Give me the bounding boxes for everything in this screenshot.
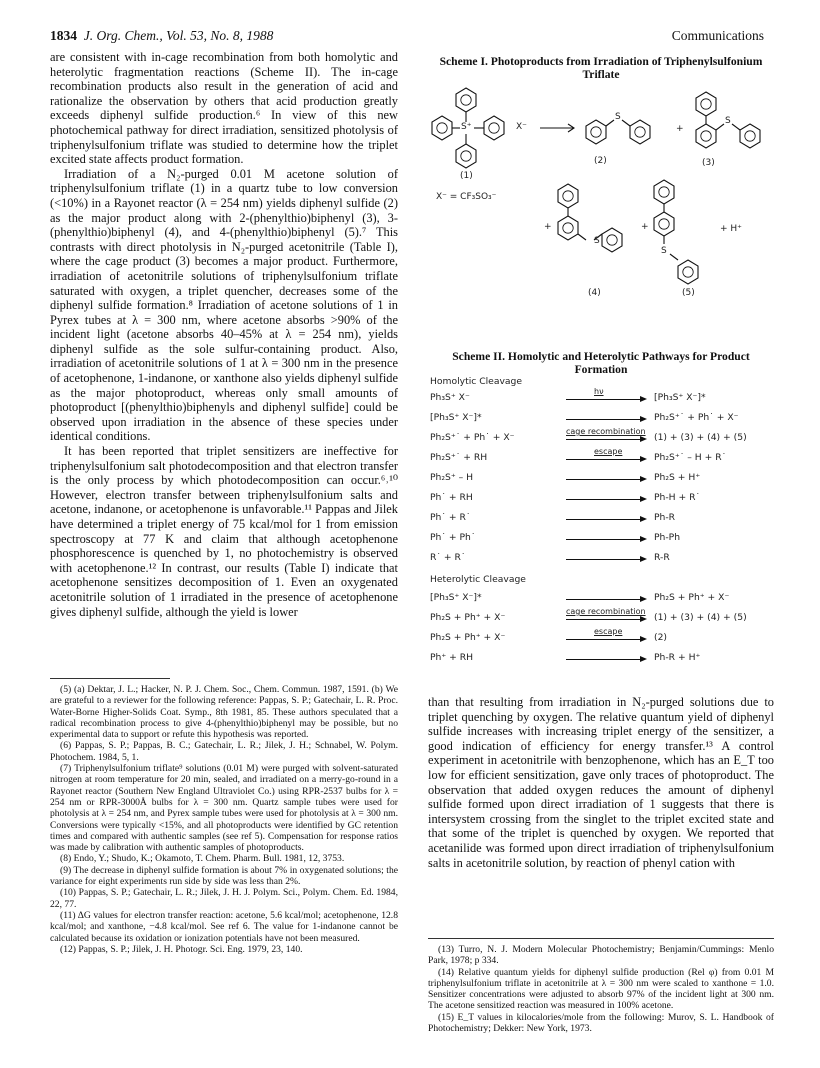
product: Ph₂S⁺˙ – H + R˙ bbox=[654, 452, 727, 463]
footnote: (7) Triphenylsulfonium triflate⁹ solutions (0.01 M) were purged with solvent-saturated nitrogen at room temperature for 20 min, sealed, and irradiated on a merry-go-round in a Rayonet reactor (Southern New England Ultraviolet Co.) using RPR-2537 bulbs for λ = 254 nm or RPR-3000Å bulbs for λ = 300 nm. Quartz sample tubes were used for photolysis at λ = 254 nm, and Pyrex sample tubes were used for photolysis at λ = 300 nm. Conversions were typically <15%, and all photoproducts were identified by GC retention times and compared with authentic samples (see ref 5). Compensation for response ratios was made by calibration with authentic samples of photoproducts. bbox=[50, 763, 398, 854]
reaction-arrow bbox=[566, 639, 642, 640]
paragraph: are consistent with in-cage recombination from both homolytic and heterolytic fragmentation reactions (Scheme II). The in-cage recombination products also result in the generation of acid and rationalize the observation by others that acid production greatly exceeds diphenyl sulfide production.⁶ In view of this new photochemical pathway for direct irradiation, sensitized photolysis of triphenylsulfonium triflate was studied to determine how the triplet excited state affects product formation. bbox=[50, 50, 398, 167]
phenyl-ring bbox=[456, 88, 476, 112]
proton-label: + H⁺ bbox=[720, 224, 742, 234]
phenyl-ring bbox=[484, 116, 504, 140]
arrow-head bbox=[640, 396, 647, 402]
left-column-text bbox=[50, 50, 398, 619]
arrow-head bbox=[640, 536, 647, 542]
arrow-head bbox=[640, 496, 647, 502]
reaction-arrow bbox=[566, 479, 642, 480]
arrow-head bbox=[640, 416, 647, 422]
arrow-head bbox=[640, 616, 647, 622]
reactant: Ph˙ + Ph˙ bbox=[430, 532, 476, 543]
reaction-arrow bbox=[566, 539, 642, 540]
footnote: (15) E_T values in kilocalories/mole from the following: Murov, S. L. Handbook of Photochemistry; Dekker: New York, 1973. bbox=[428, 1011, 774, 1035]
reactant: Ph₂S + Ph⁺ + X⁻ bbox=[430, 632, 506, 643]
footnote-rule bbox=[50, 678, 170, 679]
page-number: 1834 bbox=[50, 28, 77, 43]
product: R-R bbox=[654, 552, 670, 563]
phenyl-ring bbox=[654, 212, 674, 236]
phenyl-ring bbox=[456, 144, 476, 168]
footnote: (10) Pappas, S. P.; Gatechair, L. R.; Jilek, J. H. J. Polym. Sci., Polym. Chem. Ed. 1984, 22, 77. bbox=[50, 887, 398, 910]
reactant: Ph₂S + Ph⁺ + X⁻ bbox=[430, 612, 506, 623]
reactant: Ph₂S⁺˙ + RH bbox=[430, 452, 488, 463]
phenyl-ring bbox=[696, 92, 716, 116]
phenyl-ring bbox=[696, 124, 716, 148]
phenyl-ring bbox=[602, 228, 622, 252]
sulfur-label: S bbox=[661, 246, 667, 256]
product: Ph-H + R˙ bbox=[654, 492, 701, 503]
reactant: Ph₂S⁺ – H bbox=[430, 472, 474, 483]
plus-sign: + bbox=[641, 222, 649, 232]
phenyl-ring bbox=[740, 124, 760, 148]
arrow-head bbox=[640, 516, 647, 522]
reaction-arrow bbox=[566, 619, 642, 620]
compound-label: (5) bbox=[682, 288, 695, 298]
phenyl-ring bbox=[558, 216, 578, 240]
compound-label: (2) bbox=[594, 156, 607, 166]
product: [Ph₃S⁺ X⁻]* bbox=[654, 392, 706, 403]
sulfur-label: S bbox=[725, 116, 731, 126]
arrow-label: cage recombination bbox=[566, 607, 646, 616]
footnote: (9) The decrease in diphenyl sulfide formation is about 7% in oxygenated solutions; the variance for eight experiments run side by side was less than 2%. bbox=[50, 864, 398, 888]
product: Ph-Ph bbox=[654, 532, 681, 543]
phenyl-ring bbox=[558, 184, 578, 208]
paragraph: than that resulting from irradiation in N₂-purged solutions due to triplet quenching by oxygen. The relative quantum yield of diphenyl sulfide increases with increasing triplet energy of the sensitizer, a good indication of efficiency for energy transfer.¹³ A control experiment in acetonitrile with benzophenone, which has an E_T too low for efficient sensitization, gave only traces of photoproduct. The observation that added oxygen reduces the amount of diphenyl sulfide formed upon direct irradiation of 1 suggests that there is intersystem crossing from the singlet to the triplet excited state and that some of the triplet is quenched by oxygen. We reported that acetanilide was formed upon direct irradiation of triphenylsulfonium salts in acetonitrile solution, by reaction of phenyl cation with bbox=[428, 695, 774, 870]
reactant: [Ph₃S⁺ X⁻]* bbox=[430, 412, 482, 423]
footnote: (14) Relative quantum yields for diphenyl sulfide production (Rel φ) from 0.01 M triphenylsulfonium triflate in acetonitrile at λ = 300 nm were scaled to xanthone = 1.0. Sensitizer concentrations were adjusted to absorb 97% of the incident light at 300 nm. The acetone sensitized reaction was measured in 100% acetone. bbox=[428, 966, 774, 1012]
left-footnotes bbox=[50, 684, 398, 955]
right-column-text bbox=[428, 695, 774, 870]
product: Ph-R bbox=[654, 512, 676, 523]
phenyl-ring bbox=[678, 260, 698, 284]
footnote: (5) (a) Dektar, J. L.; Hacker, N. P. J. Chem. Soc., Chem. Commun. 1987, 1591. (b) We are grateful to a reviewer for the following reference: Pappas, S. P.; Gatechair, L. R. Proc. Water-Borne Higher-Solids Coat. Symp., 8th 1981, 85. These authors speculated that a radical recombination process to give 4-(phenylthio)biphenyl may be possible, but no experimental data to support or refute this hypothesis was reported. bbox=[50, 684, 398, 741]
product: (1) + (3) + (4) + (5) bbox=[654, 432, 747, 443]
scheme1-title: Scheme I. Photoproducts from Irradiation of Triphenylsulfonium Triflate bbox=[439, 55, 763, 81]
reaction-arrow bbox=[566, 519, 642, 520]
phenyl-ring bbox=[586, 120, 606, 144]
sulfur-label: S bbox=[615, 112, 621, 122]
reaction-arrow bbox=[566, 659, 642, 660]
product: (2) bbox=[654, 632, 668, 643]
arrow-head bbox=[640, 436, 647, 442]
reaction-arrow bbox=[566, 419, 642, 420]
paragraph: Irradiation of a N₂-purged 0.01 M acetone solution of triphenylsulfonium triflate (1) in a quartz tube to low conversion (<10%) in a Rayonet reactor (λ = 254 nm) yields diphenyl sulfide (2) as the major product along with 2-(phenylthio)biphenyl (3), 3-(phenylthio)biphenyl (4), and 4-(phenylthio)biphenyl (5).⁷ This contrasts with direct photolysis in N₂-purged acetonitrile (Table I), where the cage product (3) becomes a major product. Furthermore, irradiation of acetonitrile solutions of triphenylsulfonium triflate saturated with oxygen, a triplet quencher, decreases some of the diphenyl sulfide formation.⁸ Irradiation of acetone solutions of 1 in Pyrex tubes at λ = 300 nm, where acetone absorbs >90% of the incident light (acetone absorbs 40–45% at λ = 254 nm), yields diphenyl sulfide as the sole sulfur-containing product. Also, irradiation of acetonitrile solutions of 1 at λ = 300 nm in the presence of acetophenone, 1-indanone, or xanthone also yields diphenyl sulfide as the major photoproduct, whereas only small amounts of photoproduct [(phenylthio)biphenyls and diphenyl sulfide] could be observed upon irradiation in the absence of these species under identical conditions. bbox=[50, 166, 398, 444]
arrow-head bbox=[640, 596, 647, 602]
sulfonium-s-label: S⁺ bbox=[461, 122, 472, 132]
arrow-label: escape bbox=[594, 627, 623, 636]
footnote: (13) Turro, N. J. Modern Molecular Photochemistry; Benjamin/Cummings: Menlo Park, 1978; p 334. bbox=[428, 944, 774, 967]
plus-sign: + bbox=[544, 222, 552, 232]
phenyl-ring bbox=[432, 116, 452, 140]
heterolytic-heading: Heterolytic Cleavage bbox=[430, 574, 526, 585]
arrow-head bbox=[640, 636, 647, 642]
footnote: (11) ΔG values for electron transfer reaction: acetone, 5.6 kcal/mol; acetophenone, 12.8 kcal/mol; and xanthone, −4.8 kcal/mol. See ref 6. The value for 1-indanone cannot be calculated because its oxidation or ionization potentials have not been measured. bbox=[50, 909, 398, 944]
plus-sign: + bbox=[676, 124, 684, 134]
paragraph: It has been reported that triplet sensitizers are ineffective for triphenylsulfonium salt photodecomposition and that electron transfer is the only process by which photodecomposition can occur.⁶˒¹⁰ However, electron transfer between triphenylsulfonium salts and acetone, indanone, or acetophenone is unfavorable.¹¹ Pappas and Jilek have determined a triplet energy of 75 kcal/mol for 1 from emission spectroscopy at 77 K and claim that although acetophenone phosphorescence is quenched by 1, no photochemistry is observed with acetophenone.¹² In contrast, our results (Table I) indicate that acetophenone sensitizes decomposition of 1. Even an oxygenated acetonitrile solution of 1 irradiated in the presence of acetophenone gives diphenyl sulfide, although the yield is lower bbox=[50, 444, 398, 619]
homolytic-heading: Homolytic Cleavage bbox=[430, 376, 523, 387]
phenyl-ring bbox=[630, 120, 650, 144]
reaction-arrow bbox=[566, 459, 642, 460]
arrow-label: escape bbox=[594, 447, 623, 456]
reaction-arrow bbox=[566, 559, 642, 560]
arrow-label: hν bbox=[594, 387, 604, 396]
arrow-head bbox=[640, 556, 647, 562]
reaction-arrow bbox=[566, 499, 642, 500]
arrow-head bbox=[640, 656, 647, 662]
reaction-arrow bbox=[566, 439, 642, 440]
counterion-definition: X⁻ = CF₃SO₃⁻ bbox=[436, 192, 497, 202]
arrow-label: cage recombination bbox=[566, 427, 646, 436]
footnote-rule bbox=[428, 938, 774, 939]
compound-label: (1) bbox=[460, 171, 473, 181]
footnote: (12) Pappas, S. P.; Jilek, J. H. Photogr. Sci. Eng. 1979, 23, 140. bbox=[60, 943, 303, 955]
product: (1) + (3) + (4) + (5) bbox=[654, 612, 747, 623]
sulfur-label: S bbox=[594, 236, 600, 246]
counterion-label: X⁻ bbox=[516, 122, 527, 132]
scheme2-body bbox=[430, 376, 774, 676]
product: Ph₂S + Ph⁺ + X⁻ bbox=[654, 592, 730, 603]
reactant: [Ph₃S⁺ X⁻]* bbox=[430, 592, 482, 603]
right-footnotes bbox=[428, 944, 774, 1034]
product: Ph₂S⁺˙ + Ph˙ + X⁻ bbox=[654, 412, 739, 423]
product: Ph₂S + H⁺ bbox=[654, 472, 701, 483]
arrow-head bbox=[640, 476, 647, 482]
reactant: Ph˙ + RH bbox=[430, 492, 473, 503]
reactant: Ph₂S⁺˙ + Ph˙ + X⁻ bbox=[430, 432, 515, 443]
section-label: Communications bbox=[671, 28, 764, 43]
compound-label: (4) bbox=[588, 288, 601, 298]
phenyl-ring bbox=[654, 180, 674, 204]
reactant: Ph˙ + R˙ bbox=[430, 512, 471, 523]
reaction-arrow bbox=[566, 599, 642, 600]
reactant: Ph⁺ + RH bbox=[430, 652, 474, 663]
running-header bbox=[50, 28, 273, 44]
compound-label: (3) bbox=[702, 158, 715, 168]
journal-citation: J. Org. Chem., Vol. 53, No. 8, 1988 bbox=[83, 28, 274, 43]
arrow-head bbox=[640, 456, 647, 462]
reactant: Ph₃S⁺ X⁻ bbox=[430, 392, 470, 403]
reactant: R˙ + R˙ bbox=[430, 552, 466, 563]
scheme2-title: Scheme II. Homolytic and Heterolytic Pathways for Product Formation bbox=[452, 350, 750, 376]
footnote: (6) Pappas, S. P.; Pappas, B. C.; Gatechair, L. R.; Jilek, J. H.; Schnabel, W. Polym. Photochem. 1984, 5, 1. bbox=[50, 740, 398, 763]
reaction-arrow bbox=[566, 399, 642, 400]
footnote: (8) Endo, Y.; Shudo, K.; Okamoto, T. Chem. Pharm. Bull. 1981, 12, 3753. bbox=[60, 853, 345, 865]
product: Ph-R + H⁺ bbox=[654, 652, 701, 663]
